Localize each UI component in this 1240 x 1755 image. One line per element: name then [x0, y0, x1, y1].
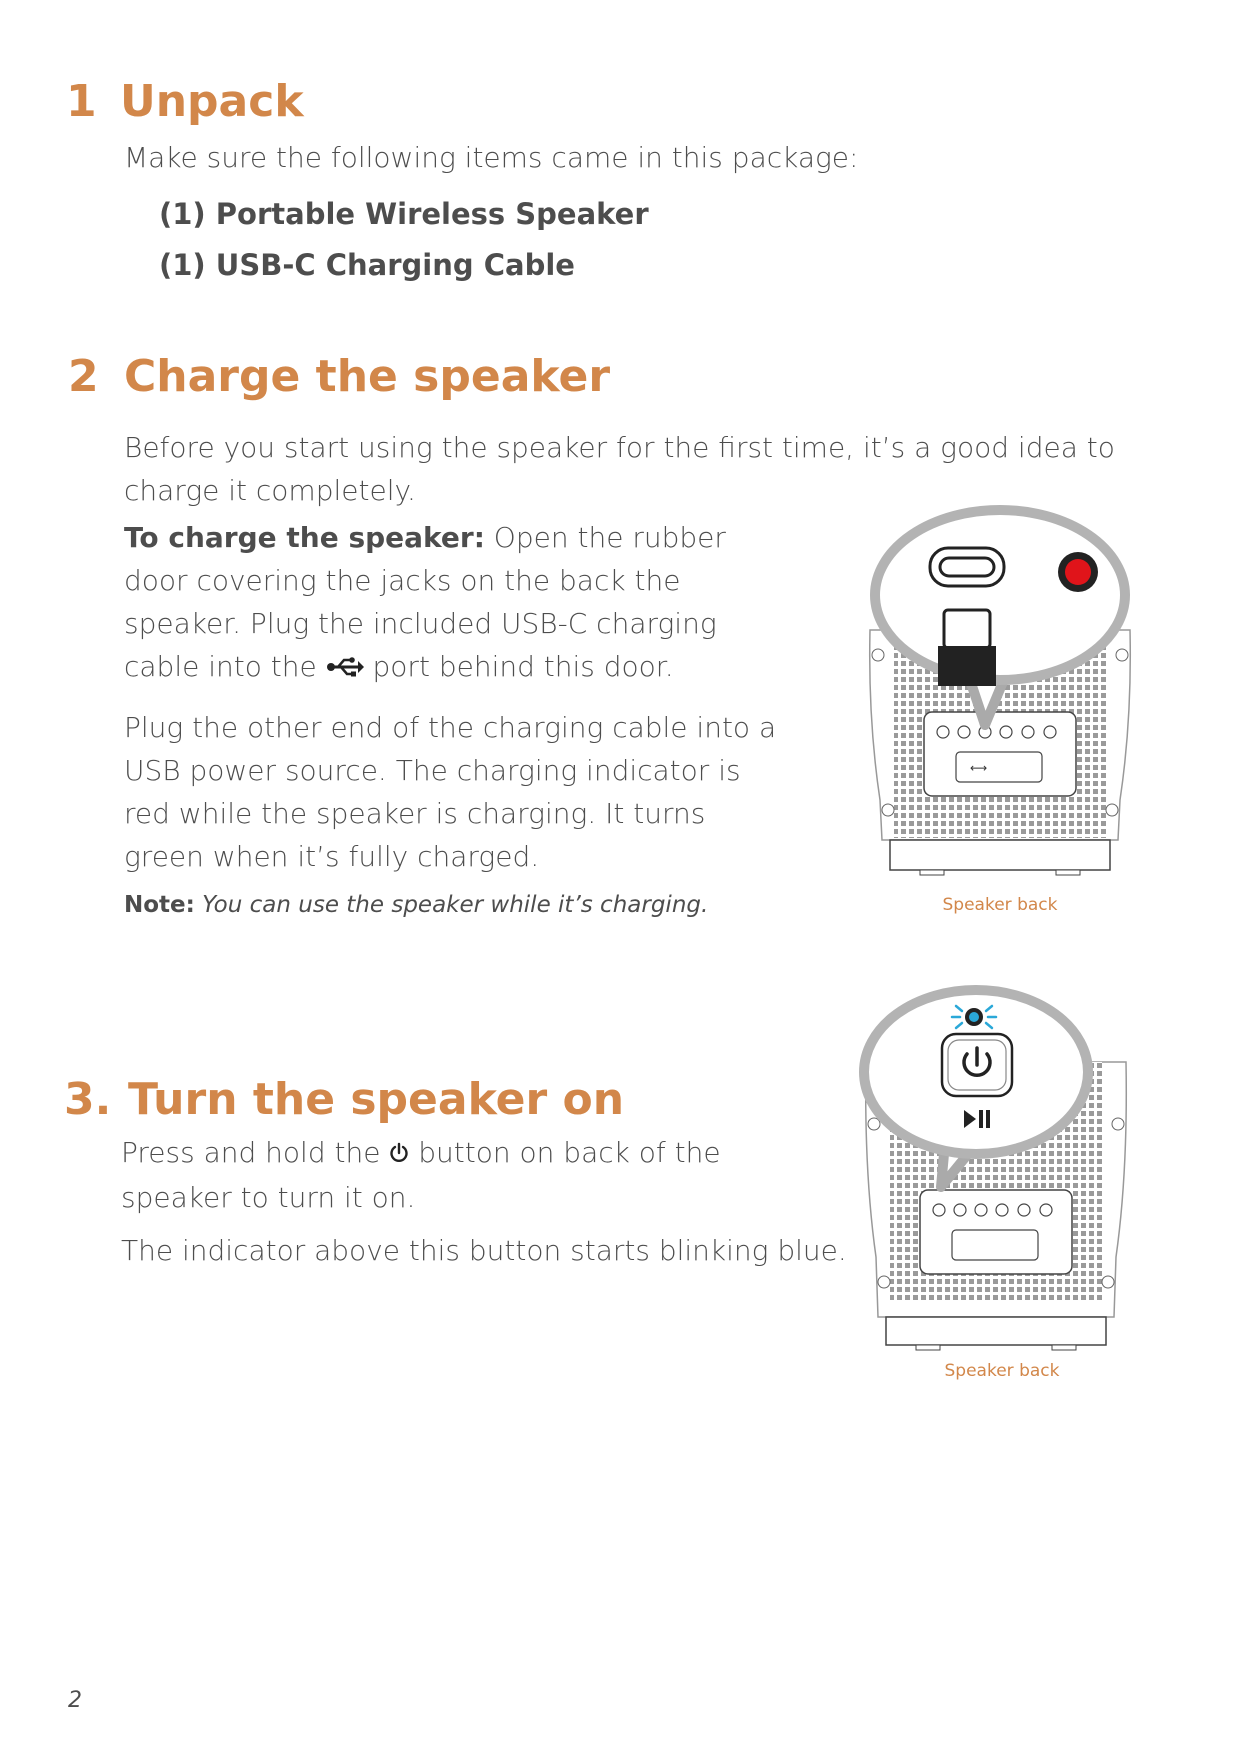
note-label: Note:: [124, 892, 195, 918]
speaker-back-charging-illustration: [860, 500, 1140, 890]
blink-indicator-paragraph: The indicator above this button starts blinking blue.: [121, 1234, 847, 1267]
power-icon: [389, 1133, 409, 1176]
page-number: 2: [68, 1688, 82, 1713]
usb-icon: [326, 647, 364, 690]
section1-heading: [66, 76, 304, 127]
section2-intro: Before you start using the speaker for the first time, it’s a good idea to charge it completely.: [124, 431, 1115, 507]
section2-title: Charge the speaker: [124, 351, 611, 402]
charge-instructions-text-b: port behind this door.: [363, 650, 674, 683]
package-item-2: (1) USB-C Charging Cable: [159, 248, 575, 282]
charge-instructions: [124, 516, 784, 690]
package-item-1: (1) Portable Wireless Speaker: [159, 197, 649, 231]
section1-intro: Make sure the following items came in this package:: [124, 141, 859, 174]
section3-number: 3.: [64, 1074, 112, 1125]
section1-number: 1: [66, 76, 97, 127]
charge-instructions-label: To charge the speaker:: [124, 521, 485, 554]
power-on-text-b: button on back of the speaker to turn it on.: [121, 1136, 721, 1214]
speaker-back-power-illustration: [856, 982, 1136, 1352]
section2-heading: [68, 351, 611, 402]
speaker-back-caption-2: Speaker back: [944, 1361, 1060, 1381]
section3-title: Turn the speaker on: [128, 1074, 625, 1125]
svg-text:⟷: ⟷: [970, 761, 988, 775]
power-on-text-a: Press and hold the: [121, 1136, 390, 1169]
charge-indicator-paragraph: Plug the other end of the charging cable into a USB power source. The charging indicator is red while the speaker is charging. It turns green when it’s fully charged.: [124, 711, 777, 873]
section3-heading: [64, 1074, 625, 1125]
charge-note: [124, 892, 708, 918]
note-text: You can use the speaker while it’s charging.: [202, 892, 709, 918]
section2-number: 2: [68, 351, 99, 402]
speaker-back-caption-1: Speaker back: [942, 895, 1058, 915]
power-on-instructions: [121, 1131, 781, 1219]
charge-instructions-text-a: Open the rubber door covering the jacks on the back the speaker. Plug the included USB-C charging cable into the: [124, 521, 726, 683]
section1-title: Unpack: [120, 76, 304, 127]
